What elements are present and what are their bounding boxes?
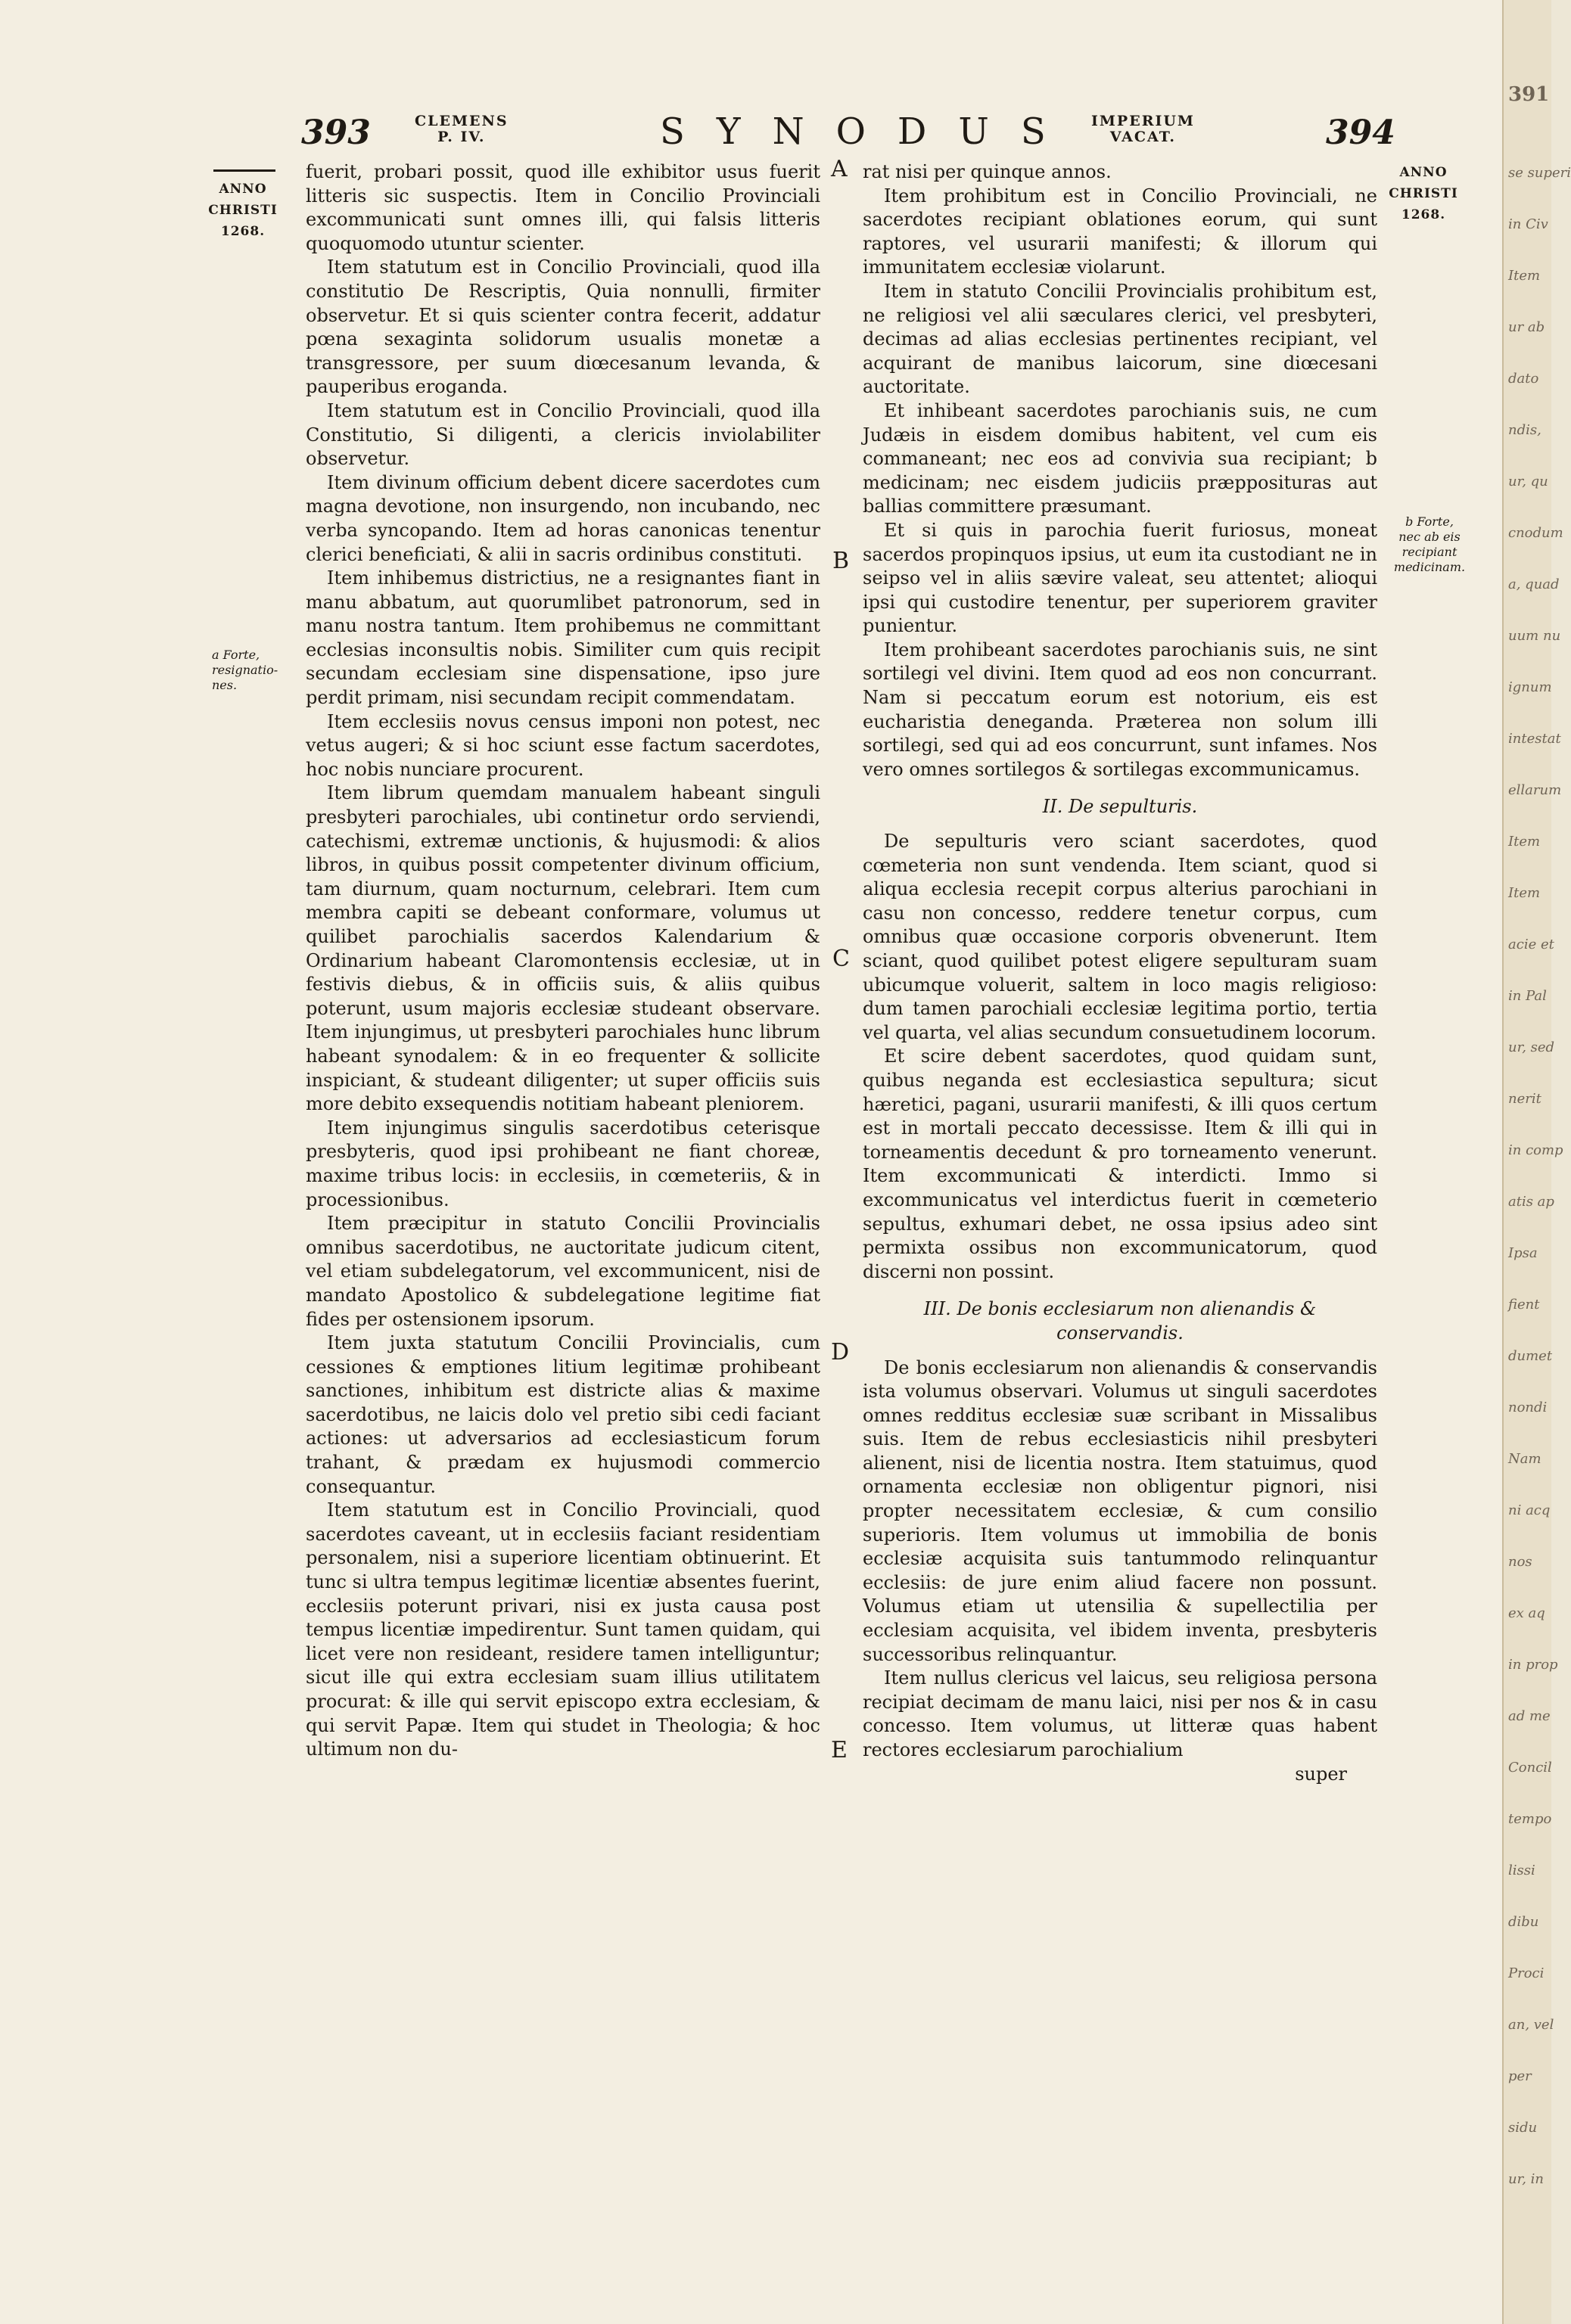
year-note-line: ANNO bbox=[1399, 165, 1448, 180]
paragraph: Item in statuto Concilii Provincialis prohibitum est, ne religiosi vel alii sæculares clerici, vel presbyteri, decimas ad alias ecclesias pertinentes recipiant, vel acquirant de manibus laicorum, sine diœcesani auctoritate. bbox=[863, 280, 1377, 398]
margin-letter-a: A bbox=[831, 156, 848, 182]
year-note-line: CHRISTI bbox=[208, 203, 278, 218]
paragraph: Item divinum officium debent dicere sacerdotes cum magna devotione, non insurgendo, non incubando, nec verba syncopando. Item ad horas canonicas tenentur clerici beneficiati, & alii in sacris ordinibus constituti. bbox=[306, 471, 820, 565]
adjacent-page-fragment: Item bbox=[1508, 834, 1541, 850]
adjacent-page-fragment: ur, qu bbox=[1508, 474, 1548, 489]
paragraph: Item ecclesiis novus census imponi non potest, nec vetus augeri; & si hoc sciunt esse factum sacerdotes, hoc nobis nunciare procurent. bbox=[306, 710, 820, 780]
note-line: nes. bbox=[212, 678, 238, 692]
right-text-column bbox=[863, 160, 1377, 1786]
right-running-head bbox=[1091, 113, 1195, 145]
adjacent-page-fragment: nos bbox=[1508, 1554, 1532, 1570]
year-note-left bbox=[208, 179, 278, 242]
year-note-line: CHRISTI bbox=[1389, 186, 1458, 201]
adjacent-page-fragment: in Civ bbox=[1508, 216, 1548, 232]
paragraph: fuerit, probari possit, quod ille exhibitor usus fuerit litteris sic suspectis. Item in Concilio Provinciali excommunicati sunt omnes illi, qui falsis litteris quoquomodo utuntur scienter. bbox=[306, 161, 820, 254]
adjacent-page-fragment: a, quad bbox=[1508, 576, 1560, 592]
year-note-right bbox=[1382, 162, 1465, 225]
adjacent-page-fragment: 391 bbox=[1508, 83, 1550, 106]
running-head-line: P. IV. bbox=[437, 129, 486, 145]
adjacent-page-fragment: Item bbox=[1508, 268, 1541, 284]
adjacent-page-fragment: nondi bbox=[1508, 1400, 1548, 1415]
paragraph: rat nisi per quinque annos. bbox=[863, 161, 1112, 182]
adjacent-page-fragment: acie et bbox=[1508, 937, 1554, 952]
adjacent-page-fragment: ur, in bbox=[1508, 2171, 1545, 2187]
paragraph: Item præcipitur in statuto Concilii Provincialis omnibus sacerdotibus, ne auctoritate judicum citent, vel etiam subdelegatorum, vel excommunicent, nisi de mandato Apostolico & subdelegatione legitime fiat fides per ostensionem ipsorum. bbox=[306, 1213, 820, 1330]
year-note-line: ANNO bbox=[219, 182, 267, 197]
adjacent-page-edge bbox=[1502, 0, 1571, 2324]
catchword: super bbox=[1295, 1763, 1347, 1785]
paragraph: Item statutum est in Concilio Provinciali, quod illa constitutio De Rescriptis, Quia nonnulli, firmiter observetur. Et si quis scienter contra fecerit, addatur pœna sexaginta solidorum usualis monetæ a transgressore, per suum diœcesanum levanda, & pauperibus eroganda. bbox=[306, 256, 820, 398]
adjacent-page-fragment: Proci bbox=[1508, 1965, 1545, 1981]
adjacent-page-fragment: ad me bbox=[1508, 1708, 1551, 1724]
adjacent-page-fragment: an, vel bbox=[1508, 2017, 1554, 2033]
marginal-note-b bbox=[1388, 514, 1471, 575]
paragraph: Item prohibitum est in Concilio Provinciali, ne sacerdotes recipiant oblationes eorum, qui sunt raptores, vel usurarii manifesti; & illorum qui immunitatem ecclesiæ violarunt. bbox=[863, 185, 1377, 278]
adjacent-page-fragment: cnodum bbox=[1508, 525, 1563, 541]
year-note-line: 1268. bbox=[1401, 207, 1446, 222]
note-line: nec ab eis bbox=[1398, 530, 1461, 544]
adjacent-page-fragment: Nam bbox=[1508, 1451, 1541, 1467]
adjacent-page-fragment: dato bbox=[1508, 371, 1539, 387]
adjacent-page-fragment: ur ab bbox=[1508, 319, 1545, 335]
paragraph: Item inhibemus districtius, ne a resignantes fiant in manu abbatum, aut quorumlibet patronorum, sed in manu nostra tantum. Item prohibemus ne committant ecclesias inconsultis nobis. Similiter cum quis recipit secundam ecclesiam sine dispensatione, ipso jure perdit primam, nisi secundam recipit commendatam. bbox=[306, 567, 820, 709]
adjacent-page-fragment: ni acq bbox=[1508, 1502, 1551, 1518]
adjacent-page-fragment: ignum bbox=[1508, 679, 1552, 695]
note-line: recipiant bbox=[1401, 545, 1457, 559]
adjacent-page-fragment: in comp bbox=[1508, 1142, 1563, 1158]
adjacent-page-fragment: fient bbox=[1508, 1297, 1540, 1313]
adjacent-page-fragment: nerit bbox=[1508, 1091, 1541, 1107]
paragraph: Item statutum est in Concilio Provinciali, quod illa Constitutio, Si diligenti, a clericis inviolabiliter observetur. bbox=[306, 399, 820, 470]
note-line: medicinam. bbox=[1393, 560, 1466, 574]
adjacent-page-fragment: sidu bbox=[1508, 2120, 1538, 2136]
paragraph: Item injungimus singulis sacerdotibus ceterisque presbyteris, quod ipsi prohibeant ne fiant choreæ, maxime tribus locis: in ecclesiis, in cœmeteriis, & in processionibus. bbox=[306, 1117, 820, 1210]
margin-letter-e: E bbox=[831, 1737, 848, 1763]
marginal-note-a bbox=[212, 648, 278, 693]
right-page-number: 394 bbox=[1326, 113, 1395, 152]
adjacent-page-fragment: in prop bbox=[1508, 1657, 1558, 1673]
adjacent-page-fragment: in Pal bbox=[1508, 988, 1547, 1004]
adjacent-page-fragment: intestat bbox=[1508, 731, 1561, 747]
margin-letter-c: C bbox=[832, 946, 850, 972]
paragraph: Et scire debent sacerdotes, quod quidam sunt, quibus neganda est ecclesiastica sepultura; sicut hæretici, pagani, usurarii manifesti, & illi quos certum est in mortali peccato decessisse. Item & illi qui in torneamentis decedunt & pro torneamento venerunt. Item excommunicati & interdicti. Immo si excommunicatus vel interdictus fuerit in cœmeterio sepultus, exhumari debet, ne ossa ipsius adeo sint permixta ossibus non excommunicatorum, quod discerni non possint. bbox=[863, 1045, 1377, 1282]
adjacent-page-fragment: ex aq bbox=[1508, 1605, 1545, 1621]
paragraph: Item nullus clericus vel laicus, seu religiosa persona recipiat decimam de manu laici, nisi per nos & in casu concesso. Item volumus, ut litteræ quas habent rectores ecclesiarum parochialium bbox=[863, 1667, 1377, 1760]
adjacent-page-fragment: ndis, bbox=[1508, 422, 1541, 438]
left-text-column bbox=[306, 160, 820, 1762]
header-rule bbox=[213, 169, 275, 172]
left-page-number: 393 bbox=[301, 113, 371, 152]
adjacent-page-fragment: dibu bbox=[1508, 1914, 1539, 1930]
paragraph: De bonis ecclesiarum non alienandis & conservandis ista volumus observari. Volumus ut singuli sacerdotes omnes redditus ecclesiæ suæ scribant in Missalibus suis. Item de rebus ecclesiasticis nihil presbyteri alienent, nisi de licentia nostra. Item statuimus, quod ornamenta ecclesiæ non obligentur pignori, nisi propter necessitatem ecclesiæ, & cum consilio superioris. Item volumus ut immobilia de bonis ecclesiæ acquisita suis tantummodo relinquantur ecclesiis: de jure enim aliud facere non possunt. Volumus etiam ut utensilia & supellectilia per ecclesiam acquisita, vel ibidem inventa, presbyteris successoribus relinquantur. bbox=[863, 1356, 1377, 1665]
paragraph: Item statutum est in Concilio Provinciali, quod sacerdotes caveant, ut in ecclesiis faciant residentiam personalem, nisi a superiore licentiam obtinuerint. Et tunc si ultra tempus legitimæ licentiæ absentes fuerint, ecclesiis poterunt privari, nisi ex justa causa post tempus licentiæ impedirentur. Sunt tamen quidam, qui licet vere non resideant, residere tamen intelliguntur; sicut ille qui extra ecclesiam suam illius utilitatem procurat: & ille qui servit episcopo extra ecclesiam, & qui servit Papæ. Item qui studet in Theologia; & hoc ultimum non du- bbox=[306, 1499, 820, 1760]
paragraph: Item prohibeant sacerdotes parochianis suis, ne sint sortilegi vel divini. Item quod ad eos non concurrant. Nam si peccatum eorum est notorium, eis est eucharistia deneganda. Præterea non solum illi sortilegi, sed qui ad eos concurrunt, sunt infames. Nos vero omnes sortilegos & sortilegas excommunicamus. bbox=[863, 638, 1377, 780]
note-line: resignatio- bbox=[212, 663, 278, 677]
margin-letter-d: D bbox=[831, 1339, 850, 1366]
adjacent-page-fragment: se superi bbox=[1508, 165, 1571, 181]
adjacent-page-fragment: dumet bbox=[1508, 1348, 1553, 1364]
adjacent-page-fragment: lissi bbox=[1508, 1863, 1535, 1878]
paragraph: Item librum quemdam manualem habeant singuli presbyteri parochiales, ubi continetur ordo serviendi, catechismi, extremæ unctionis, & hujusmodi: & alios libros, in quibus possit competenter divinum officium, tam diurnum, quam nocturnum, celebrari. Item cum membra capiti se debeant conformare, volumus ut quilibet parochialis sacerdos Kalendarium & Ordinarium habeant Claromontensis ecclesiæ, ut in festivis diebus, & in officiis suis, & aliis quibus poterunt, usum majoris ecclesiæ studeant observare. Item injungimus, ut presbyteri parochiales hunc librum habeant synodalem: & in eo frequenter & sollicite inspiciant, & studeant diligenter; ut super officiis suis more debito exsequendis notitiam habeant pleniorem. bbox=[306, 782, 820, 1115]
paragraph: Et inhibeant sacerdotes parochianis suis, ne cum Judæis in eisdem domibus habitent, vel cum eis commaneant; nec eos ad convivia sua recipiant; b medicinam; nec eisdem judiciis præpposituras aut ballias committere præsumant. bbox=[863, 399, 1377, 517]
adjacent-page-fragment: per bbox=[1508, 2068, 1532, 2084]
page-title: SYNODUS bbox=[660, 110, 1078, 153]
note-line: b Forte, bbox=[1405, 514, 1454, 529]
running-head-line: CLEMENS bbox=[415, 113, 509, 129]
margin-letter-b: B bbox=[832, 548, 850, 574]
adjacent-page-fragment: Concil bbox=[1508, 1760, 1552, 1776]
adjacent-page-fragment: ellarum bbox=[1508, 782, 1562, 798]
left-running-head bbox=[415, 113, 509, 145]
paragraph: De sepulturis vero sciant sacerdotes, quod cœmeteria non sunt vendenda. Item sciant, quod si aliqua ecclesia recepit corpus alterius parochiani in casu non concesso, reddere tenetur corpus, cum omnibus quæ occasione corporis obvenerunt. Item sciant, quod quilibet potest eligere sepulturam suam ubicumque voluerit, saltem in loco magis religioso: dum tamen parochiali ecclesiæ legitima portio, tertia vel quarta, vel alias secundum consuetudinem locorum. bbox=[863, 831, 1377, 1043]
paragraph: Item juxta statutum Concilii Provincialis, cum cessiones & emptiones litium legitimæ prohibeant sanctiones, inhibitum est districte alias & maxime sacerdotibus, ne laicis dolo vel pretio sibi cedi faciant actiones: ut adversarios ad ecclesiasticum forum trahant, & prædam ex hujusmodi commercio consequantur. bbox=[306, 1332, 820, 1497]
running-head-line: VACAT. bbox=[1109, 129, 1177, 145]
section-heading: II. De sepulturis. bbox=[1042, 796, 1198, 818]
note-line: a Forte, bbox=[212, 648, 260, 662]
running-head-line: IMPERIUM bbox=[1091, 113, 1195, 129]
adjacent-page-fragment: atis ap bbox=[1508, 1194, 1554, 1210]
year-note-line: 1268. bbox=[220, 224, 266, 239]
adjacent-page-fragment: Item bbox=[1508, 885, 1541, 901]
adjacent-page-fragment: Ipsa bbox=[1508, 1245, 1538, 1261]
section-heading: III. De bonis ecclesiarum non alienandis & conservandis. bbox=[923, 1298, 1317, 1344]
adjacent-page-fragment: tempo bbox=[1508, 1811, 1552, 1827]
adjacent-page-fragment: uum nu bbox=[1508, 628, 1561, 644]
paragraph: Et si quis in parochia fuerit furiosus, moneat sacerdos propinquos ipsius, ut eum ita custodiant ne in seipso vel in aliis sævire valeat, seu attentet; alioqui ipsi qui custodire tenentur, per superiorem graviter punientur. bbox=[863, 519, 1377, 637]
adjacent-page-fragment: ur, sed bbox=[1508, 1039, 1555, 1055]
